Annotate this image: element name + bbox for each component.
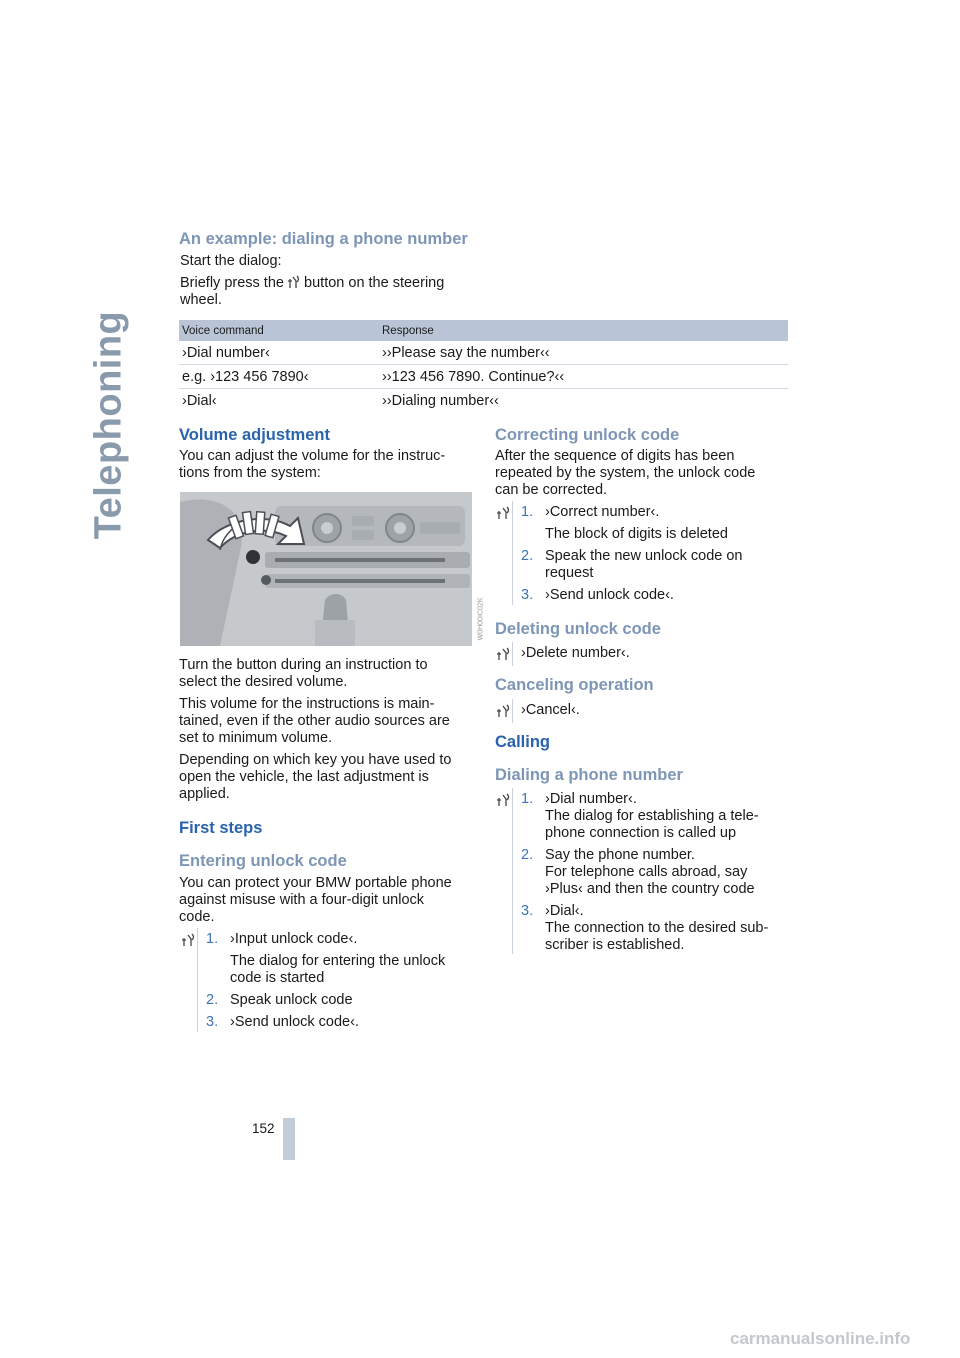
first-steps-heading: First steps [179, 819, 263, 837]
table-header-cell: Voice command [182, 325, 264, 337]
table-cell: ››Please say the number‹‹ [382, 345, 550, 361]
microphone-icon [497, 506, 511, 520]
body-text: tions from the system: [179, 465, 321, 481]
body-text: You can protect your BMW portable phone [179, 875, 452, 891]
example-heading: An example: dialing a phone number [179, 230, 468, 248]
body-text: set to minimum volume. [179, 730, 333, 746]
image-code: W0H00IC02K [477, 597, 485, 641]
table-row [179, 341, 788, 365]
body-text: The dialog for establishing a tele- [545, 808, 759, 824]
body-text: against misuse with a four-digit unlock [179, 892, 425, 908]
body-text: This volume for the instructions is main- [179, 696, 435, 712]
body-text: can be corrected. [495, 482, 608, 498]
body-text: You can adjust the volume for the instruc- [179, 448, 446, 464]
correcting-heading: Correcting unlock code [495, 426, 680, 444]
entering-unlock-code-heading: Entering unlock code [179, 852, 347, 870]
body-text: Depending on which key you have used to [179, 752, 452, 768]
body-text: For telephone calls abroad, say [545, 864, 748, 880]
divider [512, 788, 513, 954]
body-text: The connection to the desired sub- [545, 920, 769, 936]
body-text: code is started [230, 970, 325, 986]
volume-heading: Volume adjustment [179, 426, 330, 444]
divider [197, 928, 198, 1032]
divider [512, 501, 513, 605]
canceling-heading: Canceling operation [495, 676, 654, 694]
body-text: After the sequence of digits has been [495, 448, 735, 464]
table-cell: ››123 456 7890. Continue?‹‹ [382, 369, 565, 385]
example-line: Briefly press the button on the steering [180, 275, 445, 291]
microphone-icon [182, 933, 196, 947]
voice-command-table [179, 320, 788, 412]
page-marker-bar [283, 1118, 295, 1160]
body-text: open the vehicle, the last adjustment is [179, 769, 429, 785]
table-row [179, 389, 788, 412]
microphone-icon [497, 704, 511, 718]
table-header-cell: Response [382, 325, 434, 337]
table-header [179, 320, 788, 341]
microphone-icon [497, 793, 511, 807]
example-line: Start the dialog: [180, 253, 282, 269]
body-text: applied. [179, 786, 230, 802]
body-text: repeated by the system, the unlock code [495, 465, 756, 481]
body-text: phone connection is called up [545, 825, 737, 841]
body-text: ›Cancel‹. [521, 702, 580, 718]
divider [512, 699, 513, 723]
deleting-heading: Deleting unlock code [495, 620, 661, 638]
watermark: carmanualsonline.info [730, 1329, 911, 1348]
dialing-heading: Dialing a phone number [495, 766, 683, 784]
page-number: 152 [252, 1121, 275, 1136]
example-line: wheel. [180, 292, 222, 308]
microphone-icon [497, 647, 511, 661]
table-cell: e.g. ›123 456 7890‹ [182, 369, 309, 385]
calling-heading: Calling [495, 733, 551, 751]
body-text: ›Delete number‹. [521, 645, 630, 661]
body-text: request [545, 565, 594, 581]
body-text: The block of digits is deleted [545, 526, 728, 542]
body-text: code. [179, 909, 215, 925]
microphone-icon [288, 275, 300, 289]
body-text: select the desired volume. [179, 674, 348, 690]
table-row [179, 365, 788, 389]
table-cell: ›Dial‹ [182, 393, 217, 409]
body-text: Turn the button during an instruction to [179, 657, 428, 673]
body-text: ›Plus‹ and then the country code [545, 881, 755, 897]
body-text: The dialog for entering the unlock [230, 953, 446, 969]
body-text: tained, even if the other audio sources are [179, 713, 450, 729]
table-cell: ››Dialing number‹‹ [382, 393, 499, 409]
divider [512, 642, 513, 666]
body-text: scriber is established. [545, 937, 685, 953]
table-cell: ›Dial number‹ [182, 345, 270, 361]
volume-knob-image [180, 492, 472, 646]
